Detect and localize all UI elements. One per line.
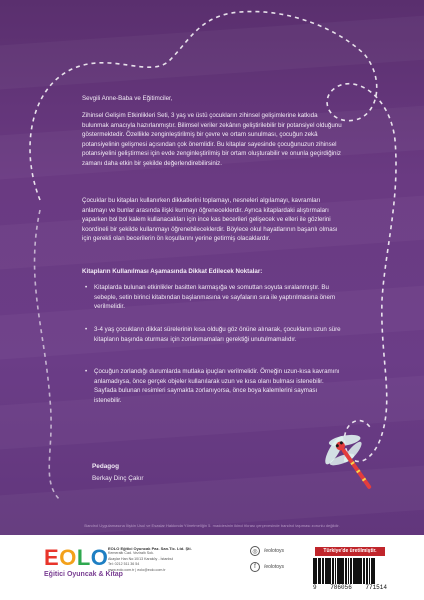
letter-paragraph-1: Zihinsel Gelişim Etkinlikleri Seti, 3 yaş ve üstü çocukların zihinsel gelişimlerine katkıda bulunmak amacıyla hazırlanmıştır. Bilimsel veriler zekânın geliştirilebilir bir potansiyel olduğunu göstermektedir. Özellikle zenginleştirilmiş bir çevre ve ortam sunulması, çocuğun zekâ potansiyelinin gelişmesi açısından çok önemlidir. Bu kitaplar sayesinde çocuğunuzun zihinsel potansiyelini geliştirmesi için evde zenginleştirilmiş bir ortam oluşturabilir ve onunla geçirdiğiniz zamanı daha etkin bir şekilde değerlendirebilirsiniz. — [82, 112, 342, 167]
note-bullet-3: • Çocuğun zorlandığı durumlarda mutlaka ipuçları verilmelidir. Örneğin uzun-kısa kavramını anlamadıysa, önce gerçek objeler kullanılarak uzun ve kısa olanı bulması istenebilir. Sayfada bulunan resimleri saymakta zorlanıyorsa, önce boya kalemlerini sayması istenebilir. — [85, 368, 340, 404]
instagram-icon: ◎ — [250, 546, 260, 556]
barcode — [313, 558, 387, 584]
eolo-logo: EOLO — [44, 545, 109, 570]
dragonfly-icon — [313, 422, 389, 503]
signature-name: Berkay Dinç Çakır — [92, 475, 144, 482]
note-bullet-1: • Kitaplarda bulunan etkinlikler basitten karmaşığa ve somuttan soyuta sıralanmıştır. Bu sebeple, setin birinci kitabından başlanmasına ve sayfaların sıra ile yaptırılmasına önem verilmelidir. — [85, 284, 336, 311]
company-info: EOLO Eğitici Oyuncak Paz. San.Tic. Ltd. Şti. Kemeraltı Cad. Veziraltı Sok. Akaylar Han No:10/13 Karaköy - İstanbul Tel: 0212 511 36 54 www.eolo.com.tr | eolo@eolo.com.tr — [108, 546, 192, 572]
barcode-bar — [374, 558, 375, 584]
made-in-badge: Türkiye'de üretilmiştir. — [315, 547, 385, 556]
notes-heading: Kitapların Kullanılması Aşamasında Dikkat Edilecek Noktalar: — [82, 268, 263, 275]
letter-greeting: Sevgili Anne-Baba ve Eğitimciler, — [82, 95, 173, 102]
bullet-icon: • — [85, 368, 88, 375]
bullet-icon: • — [85, 284, 88, 291]
bullet-icon: • — [85, 326, 88, 333]
brand-slogan: Eğitici Oyuncak & Kitap — [44, 571, 123, 578]
letter-paragraph-2: Çocuklar bu kitapları kullanırken dikkatlerini toplamayı, nesneleri algılamayı, kavramları anlamayı ve bunlar arasında ilişki kurmayı öğreneceklerdir. Ayrıca kitaplardaki alıştırmaları yaparken bol bol kalem kullanacakları için ince kas becerileri gelişecek ve elleri ile gözlerini koordineli bir şekilde kullanmayı öğrenebileceklerdir. Böylece okul hayatlarının başarılı olması için gerekli olan becerilerin ön koşullarını yerine getirmiş olacaklardır. — [82, 197, 338, 243]
instagram-handle[interactable]: ◎ /eolotoys — [250, 546, 284, 556]
isbn-number: 9 786056 771514 — [313, 584, 387, 591]
copyright-notice: Bandrol Uygulamasına İlişkin Usul ve Esaslar Hakkında Yönetmeliğin 5. maddesinin ikinci fıkrası çerçevesinde bandrol taşıması zorunlu değildir. — [84, 523, 340, 528]
signature-title: Pedagog — [92, 463, 119, 470]
facebook-icon: f — [250, 562, 260, 572]
facebook-handle[interactable]: f /eolotoys — [250, 562, 284, 572]
note-bullet-2: • 3-4 yaş çocukların dikkat sürelerinin kısa olduğu göz önüne alınarak, çocukların uzun süre kitapların başında oturması için zorlanmamaları gerektiği unutulmamalıdır. — [85, 326, 341, 343]
